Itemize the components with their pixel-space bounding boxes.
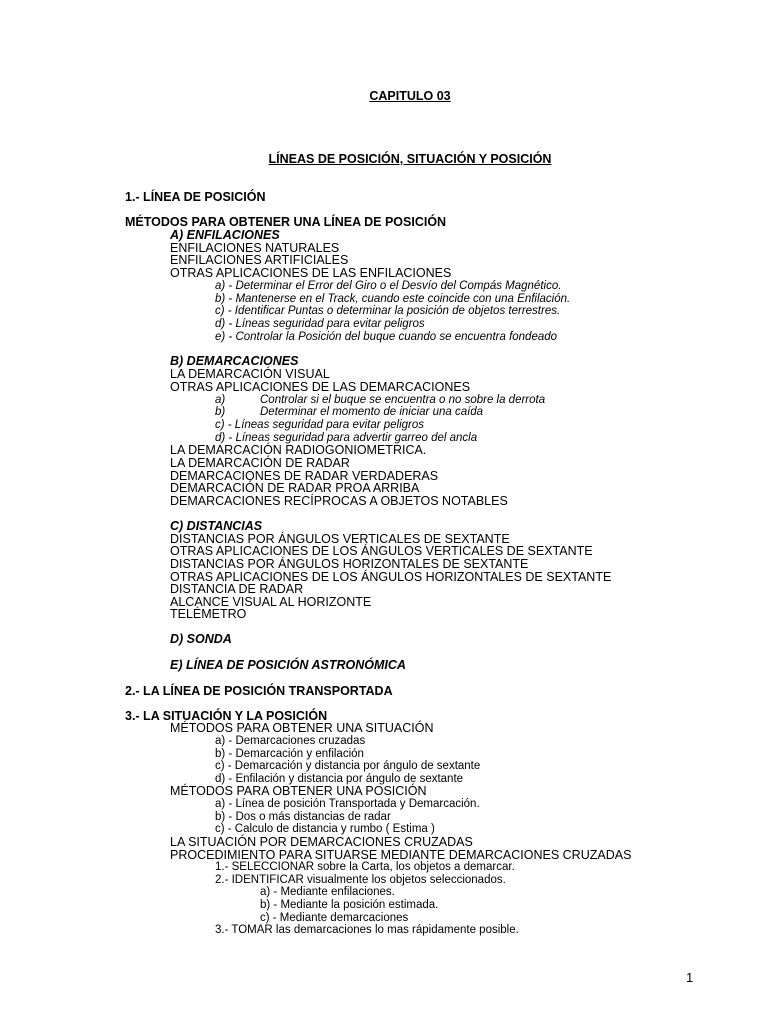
- sub-item: c) - Líneas seguridad para evitar peligros: [215, 419, 425, 431]
- sub-item: c) - Mediante demarcaciones: [260, 912, 409, 924]
- list-item: MÉTODOS PARA OBTENER UNA POSICIÓN: [170, 784, 427, 798]
- section-1-heading: 1.- LÍNEA DE POSICIÓN: [125, 190, 266, 204]
- section-3-heading: 3.- LA SITUACIÓN Y LA POSICIÓN: [125, 709, 328, 723]
- step-item: 1.- SELECCIONAR sobre la Carta, los objetos a demarcar.: [215, 861, 515, 873]
- sub-item: b) - Mantenerse en el Track, cuando este coincide con una Enfilación.: [215, 293, 571, 305]
- sub-item: a) - Demarcaciones cruzadas: [215, 735, 366, 747]
- list-item: ENFILACIONES ARTIFICIALES: [170, 253, 349, 267]
- list-item: DEMARCACIONES RECÍPROCAS A OBJETOS NOTABLES: [170, 494, 508, 508]
- enfilaciones-heading: A) ENFILACIONES: [170, 228, 280, 242]
- step-item: 2.- IDENTIFICAR visualmente los objetos seleccionados.: [215, 874, 506, 886]
- list-item: ALCANCE VISUAL AL HORIZONTE: [170, 595, 372, 609]
- list-item: DEMARCACIÓN DE RADAR PROA ARRIBA: [170, 481, 420, 495]
- distancias-heading: C) DISTANCIAS: [170, 519, 263, 533]
- list-item: OTRAS APLICACIONES DE LAS ENFILACIONES: [170, 266, 452, 280]
- sub-item: d) - Líneas seguridad para evitar peligros: [215, 318, 425, 330]
- sub-item: c) - Calculo de distancia y rumbo ( Estima ): [215, 823, 435, 835]
- sub-item: b) - Mediante la posición estimada.: [260, 899, 439, 911]
- page-number: 1: [686, 970, 694, 985]
- sub-item: d) - Enfilación y distancia por ángulo de sextante: [215, 773, 464, 785]
- list-item: OTRAS APLICACIONES DE LOS ÁNGULOS HORIZONTALES DE SEXTANTE: [170, 570, 612, 584]
- list-item: DISTANCIA DE RADAR: [170, 582, 304, 596]
- sub-item: a) - Determinar el Error del Giro o el Desvío del Compás Magnético.: [215, 280, 562, 292]
- sub-item: c) - Identificar Puntas o determinar la posición de objetos terrestres.: [215, 305, 561, 317]
- sub-item: a) - Mediante enfilaciones.: [260, 886, 395, 898]
- step-item: 3.- TOMAR las demarcaciones lo mas rápidamente posible.: [215, 924, 519, 936]
- sub-item-label: a): [215, 394, 226, 406]
- sub-item: c) - Demarcación y distancia por ángulo de sextante: [215, 760, 481, 772]
- sonda-heading: D) SONDA: [170, 632, 232, 646]
- sub-item: b) - Dos o más distancias de radar: [215, 811, 391, 823]
- list-item: LA DEMARCACIÓN VISUAL: [170, 367, 330, 381]
- sub-item: b) - Demarcación y enfilación: [215, 748, 364, 760]
- sub-item: a) - Línea de posición Transportada y Demarcación.: [215, 798, 480, 810]
- list-item: PROCEDIMIENTO PARA SITUARSE MEDIANTE DEMARCACIONES CRUZADAS: [170, 848, 632, 862]
- list-item: DEMARCACIONES DE RADAR VERDADERAS: [170, 469, 439, 483]
- list-item: LA DEMARCACIÓN RADIOGONIOMETRICA.: [170, 443, 427, 457]
- sub-item: Determinar el momento de iniciar una caída: [260, 406, 484, 418]
- list-item: OTRAS APLICACIONES DE LOS ÁNGULOS VERTICALES DE SEXTANTE: [170, 544, 593, 558]
- methods-heading: MÉTODOS PARA OBTENER UNA LÍNEA DE POSICIÓN: [125, 215, 447, 229]
- chapter-title: CAPITULO 03: [369, 89, 451, 103]
- sub-item-label: b): [215, 406, 226, 418]
- sub-item: e) - Controlar la Posición del buque cuando se encuentra fondeado: [215, 331, 558, 343]
- sub-item: d) - Líneas seguridad para advertir garreo del ancla: [215, 432, 478, 444]
- sub-item: Controlar si el buque se encuentra o no sobre la derrota: [260, 394, 546, 406]
- list-item: LA SITUACIÓN POR DEMARCACIONES CRUZADAS: [170, 835, 473, 849]
- list-item: TELÉMETRO: [170, 607, 247, 621]
- section-2-heading: 2.- LA LÍNEA DE POSICIÓN TRANSPORTADA: [125, 684, 393, 698]
- astronomica-heading: E) LÍNEA DE POSICIÓN ASTRONÓMICA: [170, 658, 406, 672]
- list-item: OTRAS APLICACIONES DE LAS DEMARCACIONES: [170, 380, 471, 394]
- list-item: DISTANCIAS POR ÁNGULOS VERTICALES DE SEXTANTE: [170, 532, 510, 546]
- demarcaciones-heading: B) DEMARCACIONES: [170, 354, 299, 368]
- list-item: MÉTODOS PARA OBTENER UNA SITUACIÓN: [170, 721, 434, 735]
- list-item: ENFILACIONES NATURALES: [170, 241, 340, 255]
- chapter-subtitle: LÍNEAS DE POSICIÓN, SITUACIÓN Y POSICIÓN: [268, 152, 552, 166]
- list-item: DISTANCIAS POR ÁNGULOS HORIZONTALES DE SEXTANTE: [170, 557, 529, 571]
- list-item: LA DEMARCACIÓN DE RADAR: [170, 456, 350, 470]
